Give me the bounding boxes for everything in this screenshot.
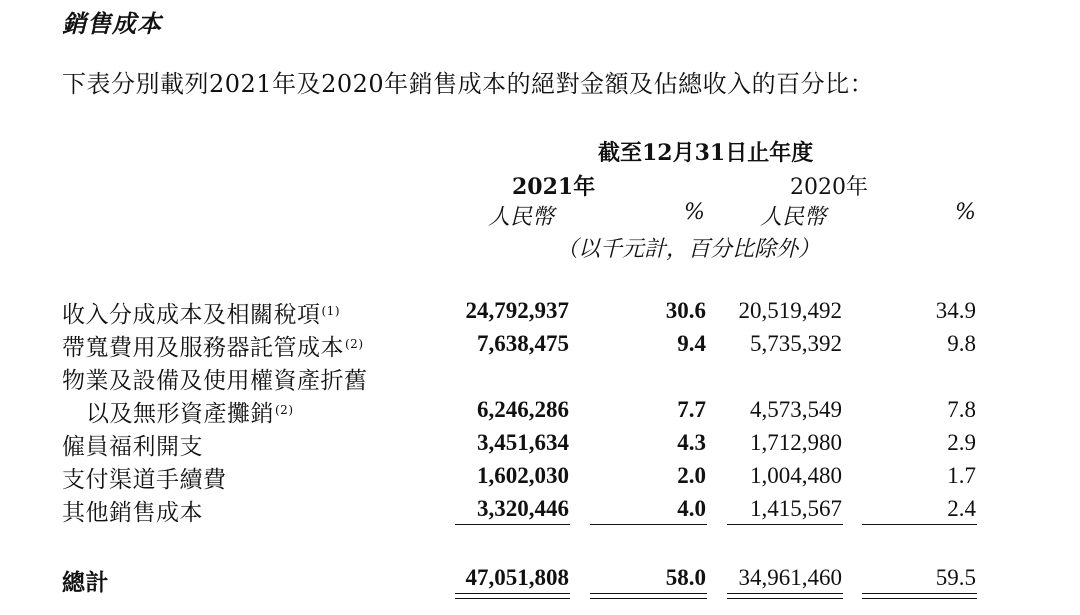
row-label: 以及無形資產攤銷$^{(2)}$	[86, 401, 294, 427]
currency-2021-header: 人民幣	[488, 205, 555, 230]
section-title: 銷售成本	[62, 9, 162, 38]
row-label: 僱員福利開支	[62, 434, 203, 460]
intro-paragraph: 下表分別載列2021年及2020年銷售成本的絕對金額及佔總收入的百分比：	[62, 70, 875, 98]
percent-2021: 7.7	[677, 397, 706, 422]
subtotal-rule-amount-2021	[455, 524, 570, 525]
percent-2020: 9.8	[947, 331, 976, 356]
total-double-rule-amount-2021-a	[455, 593, 570, 594]
total-double-rule-percent-2020-b	[862, 598, 977, 599]
total-double-rule-percent-2021-b	[590, 598, 707, 599]
percent-2021: 9.4	[677, 331, 706, 356]
percent-2021: 4.0	[677, 496, 706, 521]
row-label: 其他銷售成本	[62, 500, 203, 526]
total-double-rule-amount-2020-a	[727, 593, 843, 594]
amount-2021: 3,451,634	[477, 430, 569, 455]
footnote-marker: (2)	[275, 403, 294, 417]
total-double-rule-percent-2020-a	[862, 593, 977, 594]
amount-2020: 1,712,980	[750, 430, 842, 455]
amount-2021: 3,320,446	[477, 496, 569, 521]
total-double-rule-percent-2021-a	[590, 593, 707, 594]
year-2021-header: 2021年	[512, 174, 596, 200]
row-label: 收入分成成本及相關稅項$^{(1)}$	[62, 302, 340, 328]
percent-2021: 2.0	[677, 463, 706, 488]
amount-2021: 24,792,937	[465, 298, 569, 323]
amount-2021: 7,638,475	[477, 331, 569, 356]
total-percent-2020: 59.5	[935, 565, 976, 590]
amount-2020: 5,735,392	[750, 331, 842, 356]
pct-2021-header: %	[684, 200, 705, 225]
subtotal-rule-amount-2020	[727, 524, 843, 525]
row-label: 帶寬費用及服務器託管成本$^{(2)}$	[62, 335, 364, 361]
percent-2020: 2.4	[947, 496, 976, 521]
amount-2020: 4,573,549	[750, 397, 842, 422]
row-label-line1: 物業及設備及使用權資產折舊	[62, 368, 368, 394]
total-label: 總計	[62, 569, 109, 596]
percent-2021: 30.6	[665, 298, 706, 323]
subtotal-rule-percent-2020	[862, 524, 977, 525]
unit-note: （以千元計，百分比除外）	[556, 237, 821, 262]
footnote-marker: (2)	[345, 337, 364, 351]
total-double-rule-amount-2021-b	[455, 598, 570, 599]
amount-2021: 6,246,286	[477, 397, 569, 422]
period-header: 截至12月31日止年度	[598, 140, 814, 166]
amount-2020: 20,519,492	[738, 298, 842, 323]
percent-2020: 34.9	[935, 298, 976, 323]
amount-2020: 1,415,567	[750, 496, 842, 521]
year-2020-header: 2020年	[790, 175, 868, 200]
percent-2020: 7.8	[947, 397, 976, 422]
amount-2020: 1,004,480	[750, 463, 842, 488]
percent-2020: 1.7	[947, 463, 976, 488]
percent-2021: 4.3	[677, 430, 706, 455]
amount-2021: 1,602,030	[477, 463, 569, 488]
total-amount-2021: 47,051,808	[465, 565, 569, 590]
pct-2020-header: %	[955, 200, 976, 225]
total-percent-2021: 58.0	[665, 565, 706, 590]
footnote-marker: (1)	[321, 304, 340, 318]
total-double-rule-amount-2020-b	[727, 598, 843, 599]
row-label: 支付渠道手續費	[62, 467, 227, 493]
total-amount-2020: 34,961,460	[738, 565, 842, 590]
currency-2020-header: 人民幣	[760, 205, 827, 230]
subtotal-rule-percent-2021	[590, 524, 707, 525]
percent-2020: 2.9	[947, 430, 976, 455]
